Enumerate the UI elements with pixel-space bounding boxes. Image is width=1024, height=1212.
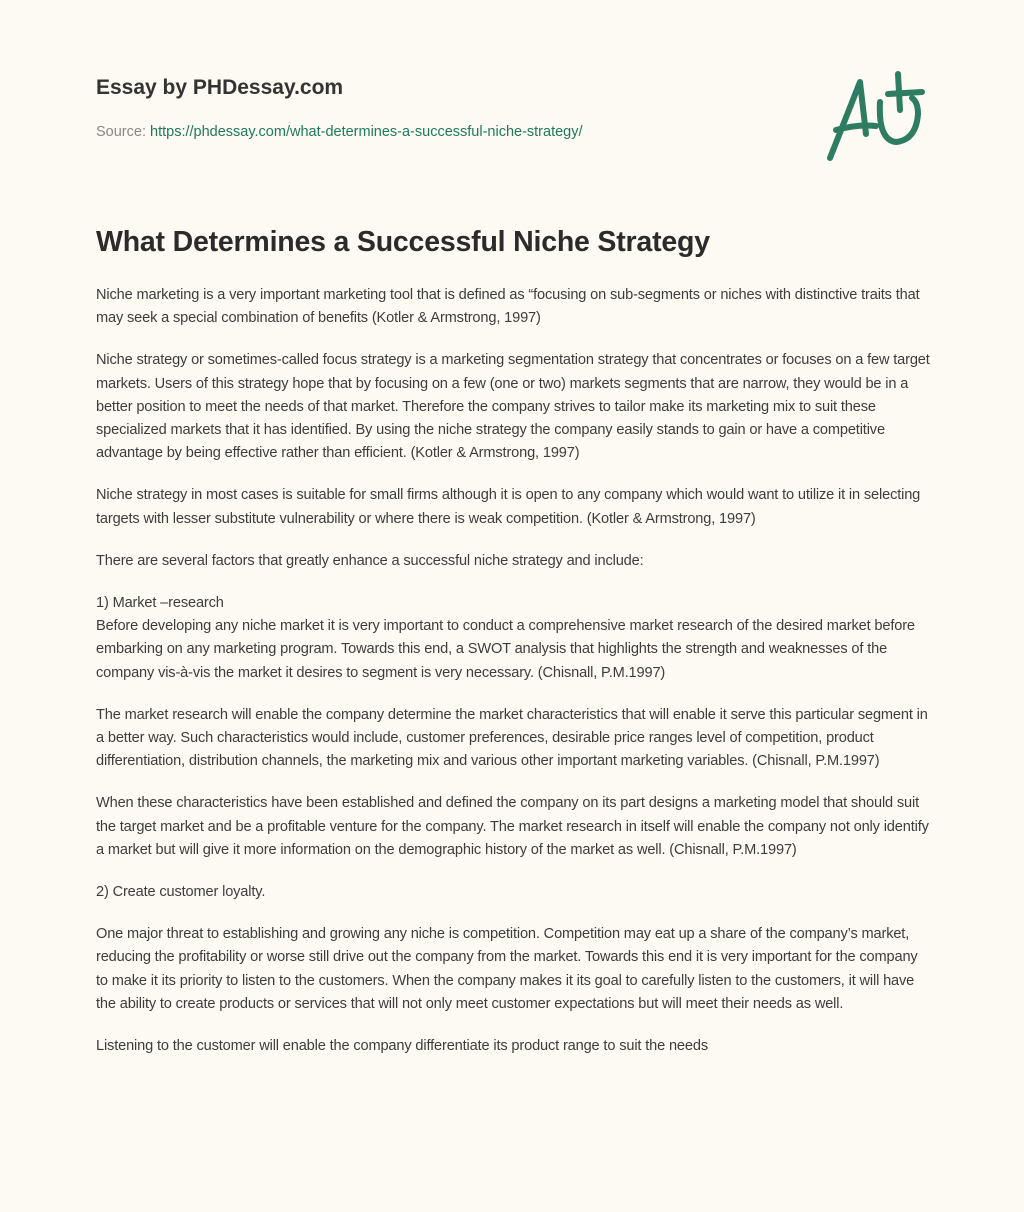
site-brand: Essay by PHDessay.com — [96, 76, 344, 99]
source-line — [96, 124, 583, 140]
article-title: What Determines a Successful Niche Strategy — [96, 226, 710, 258]
paragraph: When these characteristics have been established and defined the company on its part designs a marketing model that should suit the target market and be a profitable venture for the company. The market research in itself will enable the company not only identify a market but will give it more information on the demographic history of the market as well. (Chisnall, P.M.1997) — [96, 795, 929, 858]
paragraph: Niche marketing is a very important marketing tool that is defined as “focusing on sub-segments or niches with distinctive traits that may seek a special combination of benefits (Kotler & Armstrong, 1997) — [96, 287, 920, 327]
source-link[interactable]: https://phdessay.com/what-determines-a-successful-niche-strategy/ — [150, 124, 583, 140]
paragraph: There are several factors that greatly enhance a successful niche strategy and include: — [96, 552, 644, 569]
article-body — [96, 284, 932, 1077]
paragraph: One major threat to establishing and growing any niche is competition. Competition may eat up a share of the company’s market, reducing the profitability or worse still drive out the company from the market. Towards this end it is very important for the company to make it its priority to listen to the customers. When the company makes it its goal to carefully listen to the customers, it will have the ability to create products or services that will not only meet customer expectations but will meet their needs as well. — [96, 926, 918, 1012]
paragraph: Niche strategy or sometimes-called focus strategy is a marketing segmentation strategy that concentrates or focuses on a few target markets. Users of this strategy hope that by focusing on a few (one or two) markets segments that are narrow, they would be in a better position to meet the needs of that market. Therefore the company strives to tailor make its marketing mix to suit these specialized markets that it has identified. By using the niche strategy the company easily stands to gain or have a competitive advantage by being effective rather than efficient. (Kotler & Armstrong, 1997) — [96, 352, 930, 462]
source-label: Source: — [96, 124, 146, 140]
paragraph: Niche strategy in most cases is suitable for small firms although it is open to any company which would want to utilize it in selecting targets with lesser substitute vulnerability or where there is weak competition. (Kotler & Armstrong, 1997) — [96, 487, 921, 527]
paragraph: Listening to the customer will enable the company differentiate its product range to suit the needs — [96, 1038, 708, 1055]
section-heading-customer-loyalty: 2) Create customer loyalty. — [96, 884, 266, 901]
paragraph: The market research will enable the company determine the market characteristics that will enable it serve this particular segment in a better way. Such characteristics would include, customer preferences, desirable price ranges level of competition, product differentiation, distribution channels, the marketing mix and various other important marketing variables. (Chisnall, P.M.1997) — [96, 706, 928, 770]
paragraph: Before developing any niche market it is very important to conduct a comprehensive market research of the desired market before embarking on any marketing program. Towards this end, a SWOT analysis that highlights the strength and weaknesses of the company vis-à-vis the market it desires to segment is very necessary. (Chisnall, P.M.1997) — [96, 618, 915, 681]
section-heading-market-research: 1) Market –research — [96, 595, 224, 612]
a-plus-logo-icon — [818, 68, 928, 168]
